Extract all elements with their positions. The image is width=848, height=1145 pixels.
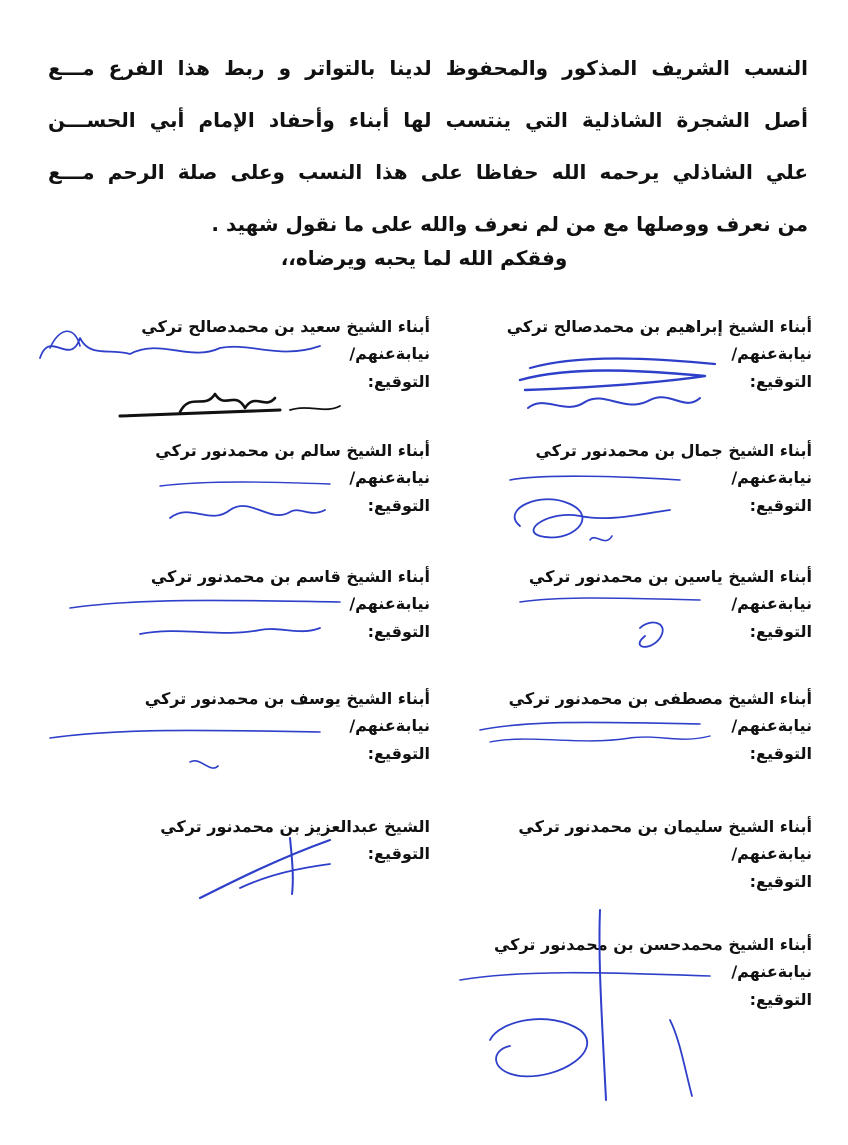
signatory-block — [50, 564, 430, 646]
signatory-name: أبناء الشيخ سليمان بن محمدنور تركي — [518, 817, 812, 836]
signatory-name: الشيخ عبدالعزيز بن محمدنور تركي — [160, 817, 430, 836]
signatory-block — [432, 932, 812, 1014]
signatory-name: أبناء الشيخ يوسف بن محمدنور تركي — [144, 689, 430, 708]
proxy-label: نيابةعنهم/ — [349, 468, 430, 487]
signature-label: التوقيع: — [367, 844, 430, 863]
signatory-block — [432, 686, 812, 768]
signature-label: التوقيع: — [367, 744, 430, 763]
signatory-block — [432, 314, 812, 396]
proxy-label: نيابةعنهم/ — [731, 344, 812, 363]
signatory-block — [50, 686, 430, 768]
closing-line: وفقكم الله لما يحبه ويرضاه،، — [280, 246, 568, 270]
signatory-name: أبناء الشيخ سعيد بن محمدصالح تركي — [141, 317, 430, 336]
intro-line: علي الشاذلي يرحمه الله حفاظا على هذا النسب وعلى صلة الرحم مـــع — [48, 160, 808, 184]
intro-line: أصل الشجرة الشاذلية التي ينتسب لها أبناء وأحفاد الإمام أبي الحســـن — [48, 108, 808, 132]
signatory-name: أبناء الشيخ سالم بن محمدنور تركي — [155, 441, 430, 460]
signature-label: التوقيع: — [749, 622, 812, 641]
signatory-name: أبناء الشيخ قاسم بن محمدنور تركي — [150, 567, 430, 586]
proxy-label: نيابةعنهم/ — [349, 344, 430, 363]
signature-label: التوقيع: — [367, 496, 430, 515]
signature-label: التوقيع: — [749, 372, 812, 391]
signature-label: التوقيع: — [367, 622, 430, 641]
signatory-name: أبناء الشيخ ياسين بن محمدنور تركي — [528, 567, 812, 586]
proxy-label: نيابةعنهم/ — [731, 468, 812, 487]
signature-label: التوقيع: — [749, 872, 812, 891]
signatory-name: أبناء الشيخ محمدحسن بن محمدنور تركي — [493, 935, 812, 954]
signatory-block — [432, 438, 812, 520]
signature-label: التوقيع: — [749, 744, 812, 763]
proxy-label: نيابةعنهم/ — [731, 594, 812, 613]
signatory-block — [432, 564, 812, 646]
proxy-label: نيابةعنهم/ — [731, 844, 812, 863]
intro-paragraph — [48, 42, 808, 250]
signatory-name: أبناء الشيخ إبراهيم بن محمدصالح تركي — [506, 317, 812, 336]
signatory-block — [432, 814, 812, 896]
proxy-label: نيابةعنهم/ — [731, 962, 812, 981]
signatory-name: أبناء الشيخ مصطفى بن محمدنور تركي — [508, 689, 812, 708]
proxy-label: نيابةعنهم/ — [349, 594, 430, 613]
signatory-block — [50, 314, 430, 396]
intro-line: النسب الشريف المذكور والمحفوظ لدينا بالتواتر و ربط هذا الفرع مـــع — [48, 56, 808, 80]
signature-label: التوقيع: — [367, 372, 430, 391]
signatory-block — [50, 438, 430, 520]
signatory-name: أبناء الشيخ جمال بن محمدنور تركي — [535, 441, 812, 460]
intro-line: من نعرف ووصلها مع من لم نعرف والله على ما نقول شهيد . — [211, 212, 808, 236]
signatory-block — [50, 814, 430, 868]
proxy-label: نيابةعنهم/ — [349, 716, 430, 735]
signature-label: التوقيع: — [749, 990, 812, 1009]
signature-label: التوقيع: — [749, 496, 812, 515]
proxy-label: نيابةعنهم/ — [731, 716, 812, 735]
